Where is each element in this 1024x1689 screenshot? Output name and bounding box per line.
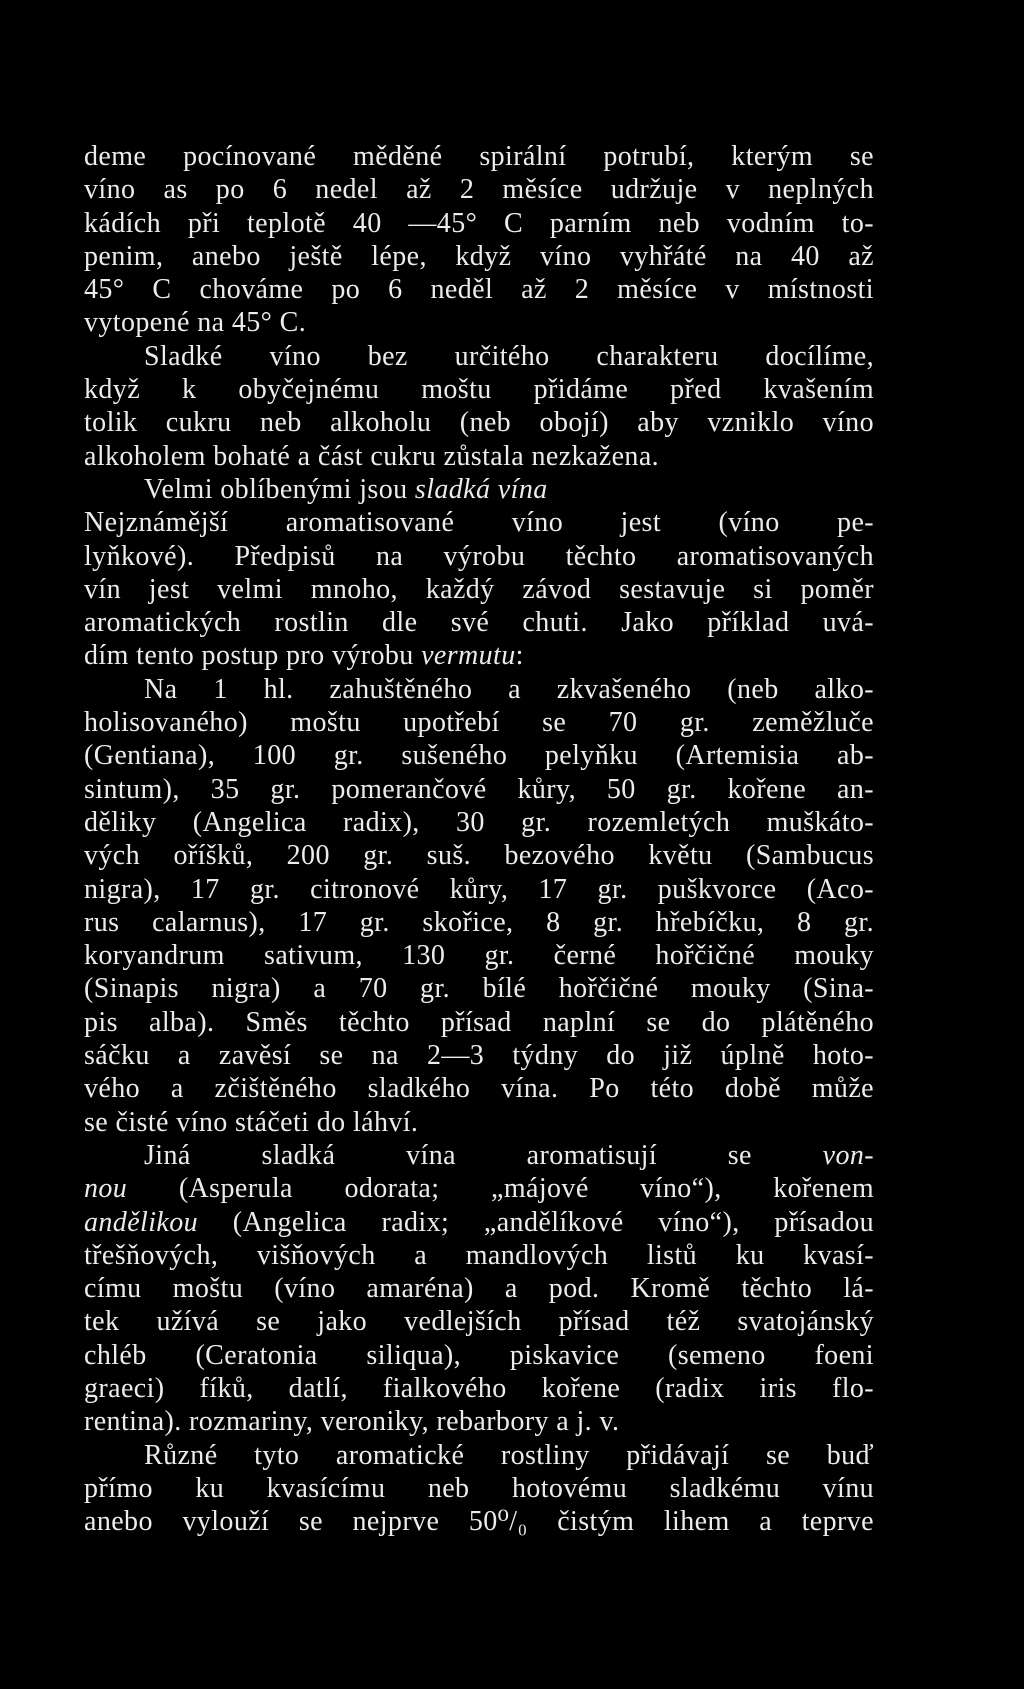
text-line: koryandrum sativum, 130 gr. černé hořčičné mouky <box>84 940 874 972</box>
text-line <box>84 639 874 672</box>
text-line: rus calarnus), 17 gr. skořice, 8 gr. hřebíčku, 8 gr. <box>84 906 874 938</box>
text-line: Na 1 hl. zahuštěného a zkvašeného (neb alko- <box>144 673 874 705</box>
book-page-text <box>84 140 874 1538</box>
text-line: (Gentiana), 100 gr. sušeného pelyňku (Artemisia ab- <box>84 740 874 772</box>
text-line: Nejznámější aromatisované víno jest (víno pe- <box>84 507 874 539</box>
text-line <box>84 1139 874 1172</box>
text-line: címu moštu (víno amaréna) a pod. Kromě těchto lá- <box>84 1273 874 1305</box>
text-line: tolik cukru neb alkoholu (neb obojí) aby vzniklo víno <box>84 407 874 439</box>
text-run: Velmi oblíbenými jsou <box>144 473 415 505</box>
italic-term: von- <box>822 1139 874 1171</box>
text-line: (Sinapis nigra) a 70 gr. bílé hořčičné mouky (Sina- <box>84 973 874 1005</box>
text-line: třešňových, višňových a mandlových listů ku kvasí- <box>84 1239 874 1271</box>
text-line: graeci) fíků, datlí, fialkového kořene (radix iris flo- <box>84 1372 874 1404</box>
text-line: víno as po 6 nedel až 2 měsíce udržuje v neplných <box>84 174 874 206</box>
text-line: chléb (Ceratonia siliqua), piskavice (semeno foeni <box>84 1339 874 1371</box>
text-line: vín jest velmi mnoho, každý závod sestavuje si poměr <box>84 573 874 605</box>
text-run: : <box>515 640 524 672</box>
text-line <box>84 1172 874 1205</box>
text-line: vého a zčištěného sladkého vína. Po této době může <box>84 1073 874 1105</box>
text-line: rentina). rozmariny, veroniky, rebarbory a j. v. <box>84 1406 620 1438</box>
italic-term: sladká vína <box>414 473 548 505</box>
text-run: Jiná sladká vína aromatisují se <box>144 1139 823 1171</box>
text-line: lyňkové). Předpisů na výrobu těchto aromatisovaných <box>84 540 874 572</box>
text-line: anebo vylouží se nejprve 50⁰/₀ čistým lihem a teprve <box>84 1506 874 1538</box>
text-line: kádích při teplotě 40 —45° C parním neb vodním to- <box>84 207 874 239</box>
text-line: vých oříšků, 200 gr. suš. bezového květu (Sambucus <box>84 840 874 872</box>
text-line: se čisté víno stáčeti do láhví. <box>84 1106 419 1138</box>
text-line: pis alba). Směs těchto přísad naplní se do plátěného <box>84 1006 874 1038</box>
text-line: Různé tyto aromatické rostliny přidávají se buď <box>144 1439 874 1471</box>
italic-term: nou <box>84 1173 128 1205</box>
text-line: tek užívá se jako vedlejších přísad též svatojánský <box>84 1306 874 1338</box>
text-line: 45° C chováme po 6 neděl až 2 měsíce v místnosti <box>84 274 874 306</box>
text-run: (Angelica radix; „andělíkové víno“), přísadou <box>198 1206 874 1238</box>
italic-term: andělikou <box>84 1206 199 1238</box>
text-run: dím tento postup pro výrobu <box>84 640 422 672</box>
text-line: vytopené na 45° C. <box>84 307 307 339</box>
text-line: holisovaného) moštu upotřebí se 70 gr. zeměžluče <box>84 707 874 739</box>
text-line: děliky (Angelica radix), 30 gr. rozemletých muškáto- <box>84 806 874 838</box>
text-line: deme pocínované měděné spirální potrubí, kterým se <box>84 141 874 172</box>
italic-term: vermutu <box>421 640 516 672</box>
text-line <box>84 1206 874 1239</box>
text-line: přímo ku kvasícímu neb hotovému sladkému vínu <box>84 1472 874 1504</box>
text-line: alkoholem bohaté a část cukru zůstala nezkažena. <box>84 440 660 472</box>
text-line: Sladké víno bez určitého charakteru docílíme, <box>144 340 874 372</box>
text-line: když k obyčejnému moštu přidáme před kvašením <box>84 374 874 406</box>
text-line: penim, anebo ještě lépe, když víno vyhřáté na 40 až <box>84 240 874 272</box>
text-line: sáčku a zavěsí se na 2—3 týdny do již úplně hoto- <box>84 1040 874 1072</box>
text-line: nigra), 17 gr. citronové kůry, 17 gr. puškvorce (Aco- <box>84 873 874 905</box>
text-line <box>84 473 874 506</box>
text-run: (Asperula odorata; „májové víno“), kořenem <box>127 1173 874 1205</box>
text-line: sintum), 35 gr. pomerančové kůry, 50 gr. kořene an- <box>84 773 874 805</box>
text-line: aromatických rostlin dle své chuti. Jako příklad uvá- <box>84 607 874 639</box>
